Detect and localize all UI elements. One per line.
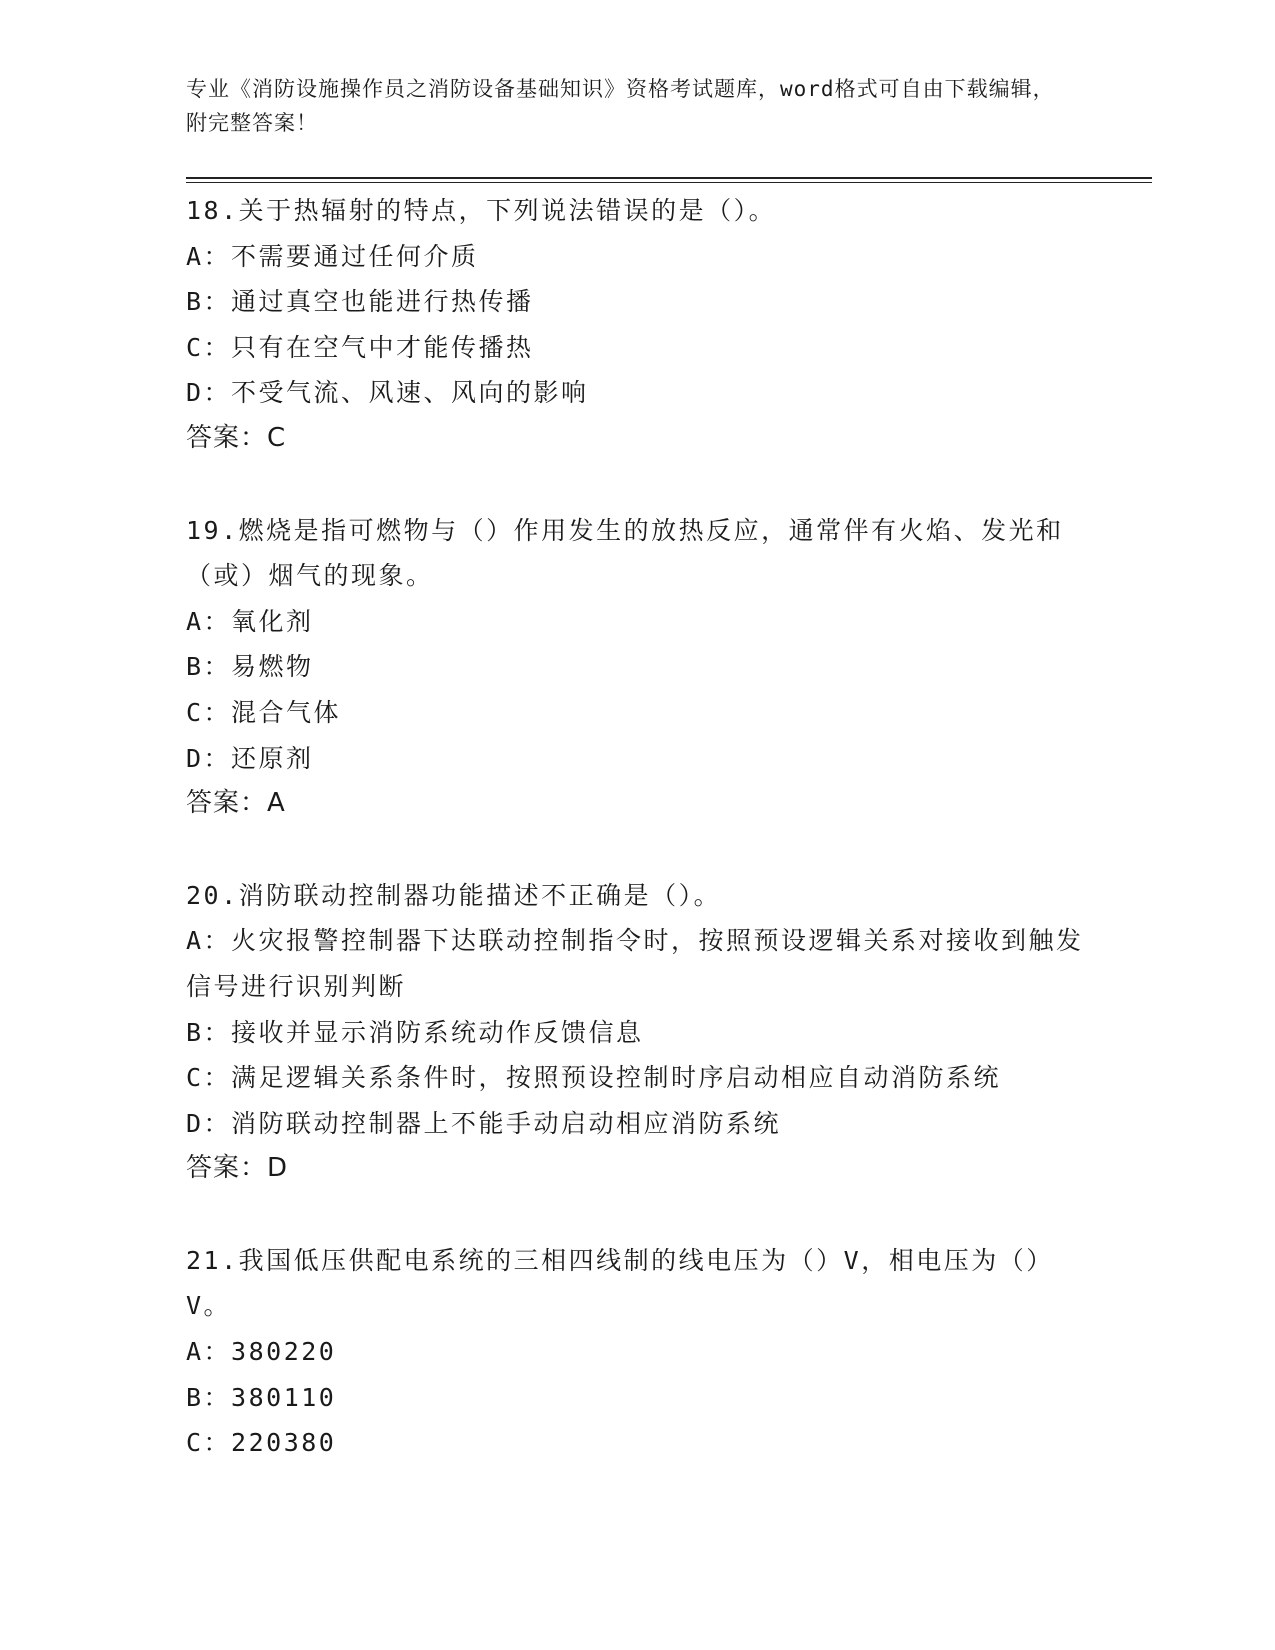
option-b: B：380110: [186, 1382, 337, 1412]
option-c: C：只有在空气中才能传播热: [186, 332, 534, 362]
question-19: [186, 508, 1086, 827]
option-b: B：通过真空也能进行热传播: [186, 287, 534, 317]
option-a: A：氧化剂: [186, 606, 314, 636]
question-stem: 18.关于热辐射的特点，下列说法错误的是（）。: [186, 196, 777, 225]
document-header: 专业《消防设施操作员之消防设备基础知识》资格考试题库，word格式可自由下载编辑，附完整答案！: [186, 77, 1055, 135]
answer-text: 答案：A: [186, 788, 286, 819]
question-stem: 19.燃烧是指可燃物与（）作用发生的放热反应，通常伴有火焰、发光和（或）烟气的现象。: [186, 515, 1064, 591]
option-a: A：不需要通过任何介质: [186, 241, 479, 271]
option-a: A：火灾报警控制器下达联动控制指令时，按照预设逻辑关系对接收到触发信号进行识别判断: [186, 926, 1084, 1001]
answer-text: 答案：D: [186, 1153, 289, 1184]
option-a: A：380220: [186, 1337, 337, 1367]
option-d: D：还原剂: [186, 743, 314, 773]
question-18: [186, 188, 1086, 462]
option-c: C：满足逻辑关系条件时，按照预设控制时序启动相应自动消防系统: [186, 1063, 1002, 1093]
option-c: C：220380: [186, 1428, 337, 1458]
option-c: C：混合气体: [186, 697, 342, 727]
question-list: [186, 188, 1086, 1466]
option-b: B：易燃物: [186, 652, 314, 682]
option-d: D：不受气流、风速、风向的影响: [186, 378, 589, 408]
option-d: D：消防联动控制器上不能手动启动相应消防系统: [186, 1108, 782, 1138]
question-stem: 21.我国低压供配电系统的三相四线制的线电压为（）V，相电压为（）V。: [186, 1245, 1054, 1321]
question-20: [186, 873, 1086, 1192]
question-21: [186, 1238, 1086, 1466]
option-b: B：接收并显示消防系统动作反馈信息: [186, 1017, 644, 1047]
header-divider-thick: [186, 177, 1152, 179]
header-divider-thin: [186, 182, 1152, 183]
question-stem: 20.消防联动控制器功能描述不正确是（）。: [186, 880, 722, 910]
answer-text: 答案：C: [186, 422, 287, 453]
